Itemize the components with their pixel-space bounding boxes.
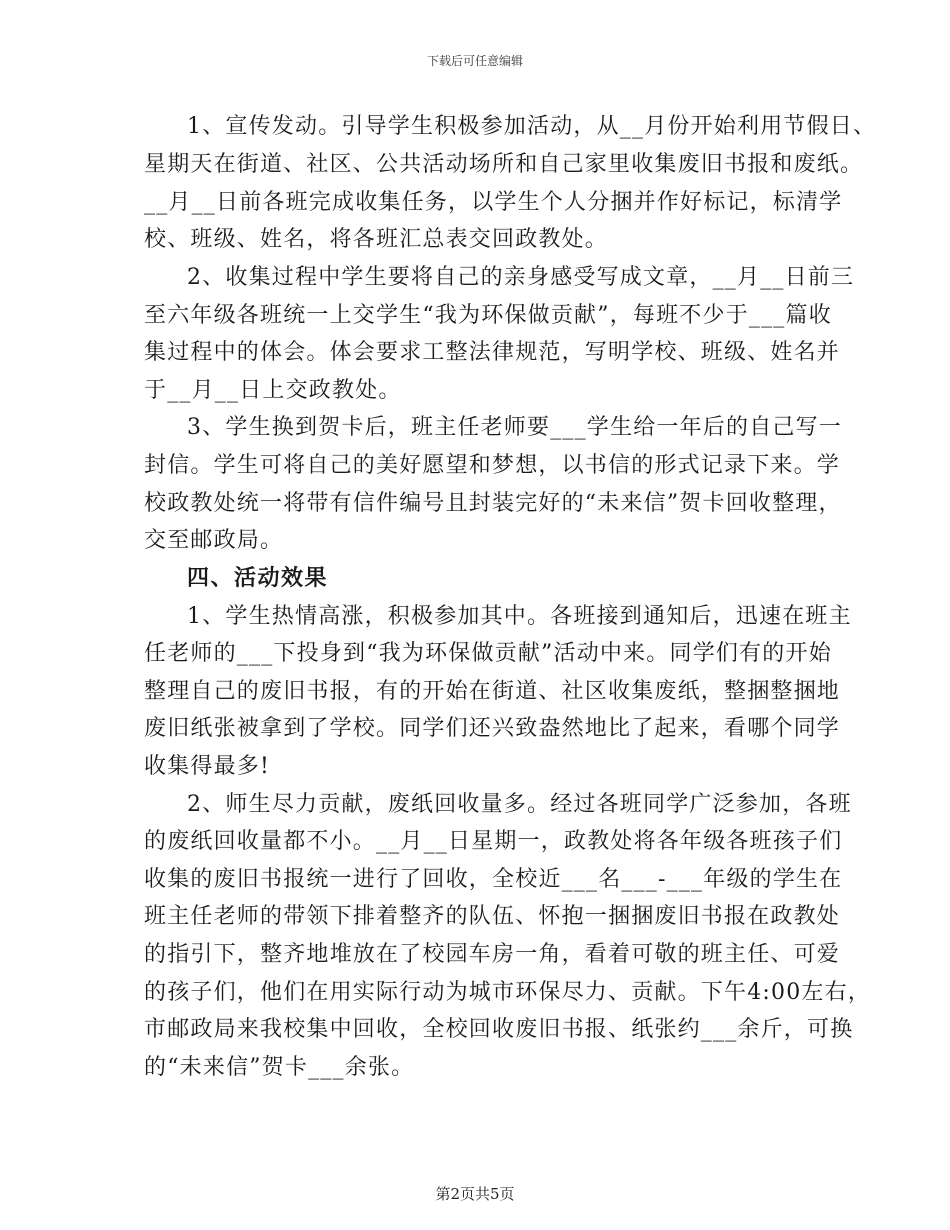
body-line: 的指引下，整齐地堆放在了校园车房一角，看着可敬的班主任、可爱 xyxy=(144,942,841,967)
page-header: 下载后可任意编辑 xyxy=(426,54,523,68)
body-line: 任老师的___下投身到“我为环保做贡献”活动中来。同学们有的开始 xyxy=(144,641,832,666)
body-line: 废旧纸张被拿到了学校。同学们还兴致盎然地比了起来，看哪个同学 xyxy=(144,716,841,741)
body-line: 至六年级各班统一上交学生“我为环保做贡献”，每班不少于___篇收 xyxy=(144,303,832,328)
body-line: 2、师生尽力贡献，废纸回收量多。经过各班同学广泛参加，各班 xyxy=(187,792,852,817)
body-line: 于__月__日上交政教处。 xyxy=(144,378,402,403)
body-line: 3、学生换到贺卡后，班主任老师要___学生给一年后的自己写一 xyxy=(187,415,842,440)
body-line: 市邮政局来我校集中回收，全校回收废旧书报、纸张约___余斤，可换 xyxy=(144,1017,854,1042)
section-heading: 四、活动效果 xyxy=(187,566,329,591)
body-line: 收集得最多! xyxy=(144,754,271,779)
body-line: 交至邮政局。 xyxy=(144,528,284,553)
body-line: 星期天在街道、社区、公共活动场所和自己家里收集废旧书报和废纸。 xyxy=(144,152,864,177)
body-line: 的废纸回收量都不小。__月__日星期一，政教处将各年级各班孩子们 xyxy=(144,829,843,854)
body-line: 的孩子们，他们在用实际行动为城市环保尽力、贡献。下午4:00左右， xyxy=(144,980,872,1005)
body-line: 校政教处统一将带有信件编号且封装完好的“未来信”贺卡回收整理， xyxy=(144,491,842,516)
page-number: 第2页共5页 xyxy=(435,1185,515,1203)
body-line: 的“未来信”贺卡___余张。 xyxy=(144,1055,415,1080)
body-line: 整理自己的废旧书报，有的开始在街道、社区收集废纸，整捆整捆地 xyxy=(144,679,841,704)
body-line: 2、收集过程中学生要将自己的亲身感受写成文章，__月__日前三 xyxy=(187,265,855,290)
body-line: 收集的废旧书报统一进行了回收，全校近___名___-___年级的学生在 xyxy=(144,867,843,892)
body-line: __月__日前各班完成收集任务，以学生个人分捆并作好标记，标清学 xyxy=(144,190,843,215)
body-line: 1、学生热情高涨，积极参加其中。各班接到通知后，迅速在班主 xyxy=(187,604,852,629)
body-line: 封信。学生可将自己的美好愿望和梦想，以书信的形式记录下来。学 xyxy=(144,453,841,478)
body-line: 校、班级、姓名，将各班汇总表交回政教处。 xyxy=(144,227,609,252)
body-line: 集过程中的体会。体会要求工整法律规范，写明学校、班级、姓名并 xyxy=(144,340,841,365)
body-line: 班主任老师的带领下排着整齐的队伍、怀抱一捆捆废旧书报在政教处 xyxy=(144,904,841,929)
body-line: 1、宣传发动。引导学生积极参加活动，从__月份开始利用节假日、 xyxy=(187,114,877,139)
